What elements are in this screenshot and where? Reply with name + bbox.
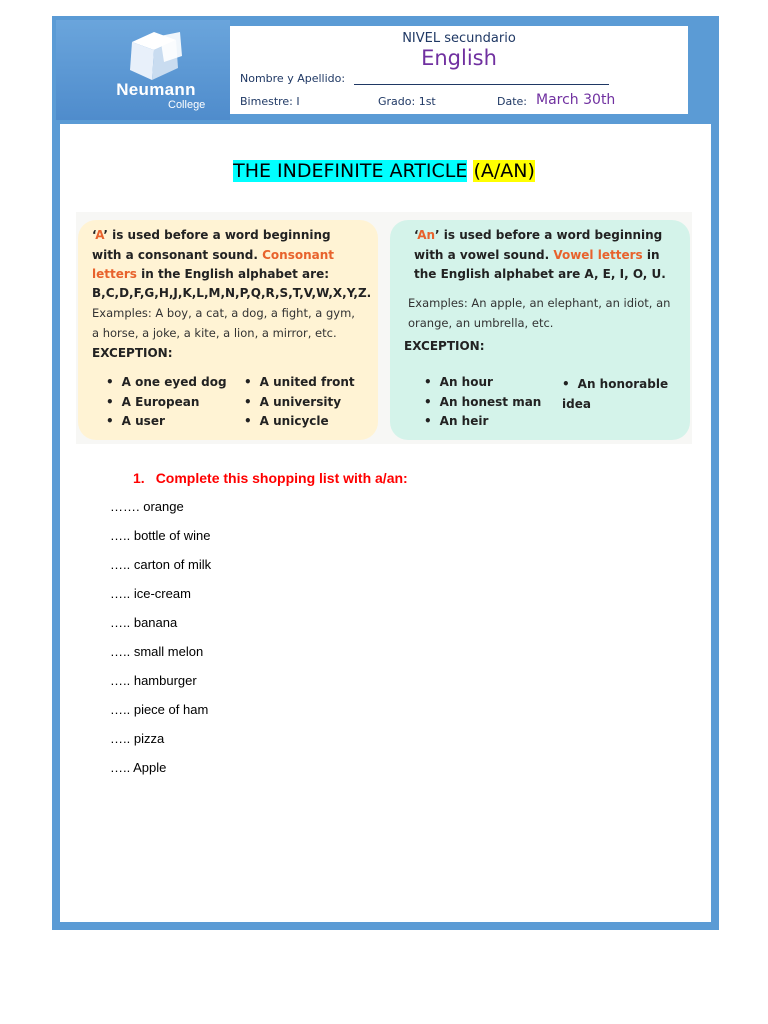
list-item: • A university [244,395,355,415]
date-value: March 30th [536,92,616,108]
list-item: • A user [106,414,227,434]
header-box [230,26,688,114]
school-logo [56,20,230,120]
list-item[interactable]: ….. ice-cream [110,586,191,601]
name-label: Nombre y Apellido: [240,72,346,85]
task-text: Complete this shopping list with a/an: [155,470,408,486]
list-item[interactable]: ….. Apple [110,760,167,775]
examples-a: Examples: A boy, a cat, a dog, a fight, a gym, a horse, a joke, a kite, a lion, a mirror, etc. [92,305,355,340]
article-a: A [95,228,104,242]
title-main: THE INDEFINITE ARTICLE [233,160,468,182]
subject-title: English [421,46,497,70]
list-item[interactable]: ….. bottle of wine [110,528,211,543]
list-item[interactable]: ….. pizza [110,731,165,746]
list-item[interactable]: ….. piece of ham [110,702,209,717]
title-paren: (A/AN) [473,160,535,182]
consonant-highlight: Consonant letters [92,247,335,281]
rule-a-text: ‘A’ is used before a word beginning with a consonant sound. Consonant letters in the English alphabet are: [92,228,335,281]
name-field-line[interactable] [354,84,609,85]
list-item: • An honorable idea [562,375,672,414]
list-item: • A united front [244,375,355,395]
list-item[interactable]: ….. small melon [110,644,204,659]
consonant-letters: B,C,D,F,G,H,J,K,L,M,N,P,Q,R,S,T,V,W,X,Y,Z. [92,285,372,300]
exception-an-list-right [562,375,672,414]
article-an: An [417,228,436,242]
list-item: • A unicycle [244,414,355,434]
level-label: NIVEL secundario [402,31,516,46]
list-item: • A European [106,395,227,415]
exception-a-list-right [244,375,355,434]
brand-sub: College [168,99,206,111]
grado-label: Grado: 1st [378,95,436,108]
list-item[interactable]: ……. orange [110,499,184,514]
brand-name: Neumann [116,80,196,99]
list-item: • A one eyed dog [106,375,227,395]
page-title [0,160,768,182]
task-number: 1. [133,470,145,486]
exception-an-heading: EXCEPTION: [404,338,485,353]
list-item[interactable]: ….. banana [110,615,178,630]
vowel-highlight: Vowel letters [553,247,643,262]
examples-an: Examples: An apple, an elephant, an idiot, an orange, an umbrella, etc. [408,295,671,330]
list-item[interactable]: ….. carton of milk [110,557,212,572]
list-item: • An heir [424,414,541,434]
date-label: Date: [497,95,527,108]
task-instruction [133,470,408,486]
exception-a-list-left [106,375,227,434]
rule-an-text: ‘An’ is used before a word beginning with a vowel sound. Vowel letters in the English alphabet are A, E, I, O, U. [414,228,666,281]
exception-an-list-left [424,375,541,434]
list-item[interactable]: ….. hamburger [110,673,197,688]
bimestre-label: Bimestre: I [240,95,300,108]
list-item: • An honest man [424,395,541,415]
shopping-list [110,499,211,789]
cube-logo-icon [124,28,184,84]
exception-a-heading: EXCEPTION: [92,345,173,360]
list-item: • An hour [424,375,541,395]
